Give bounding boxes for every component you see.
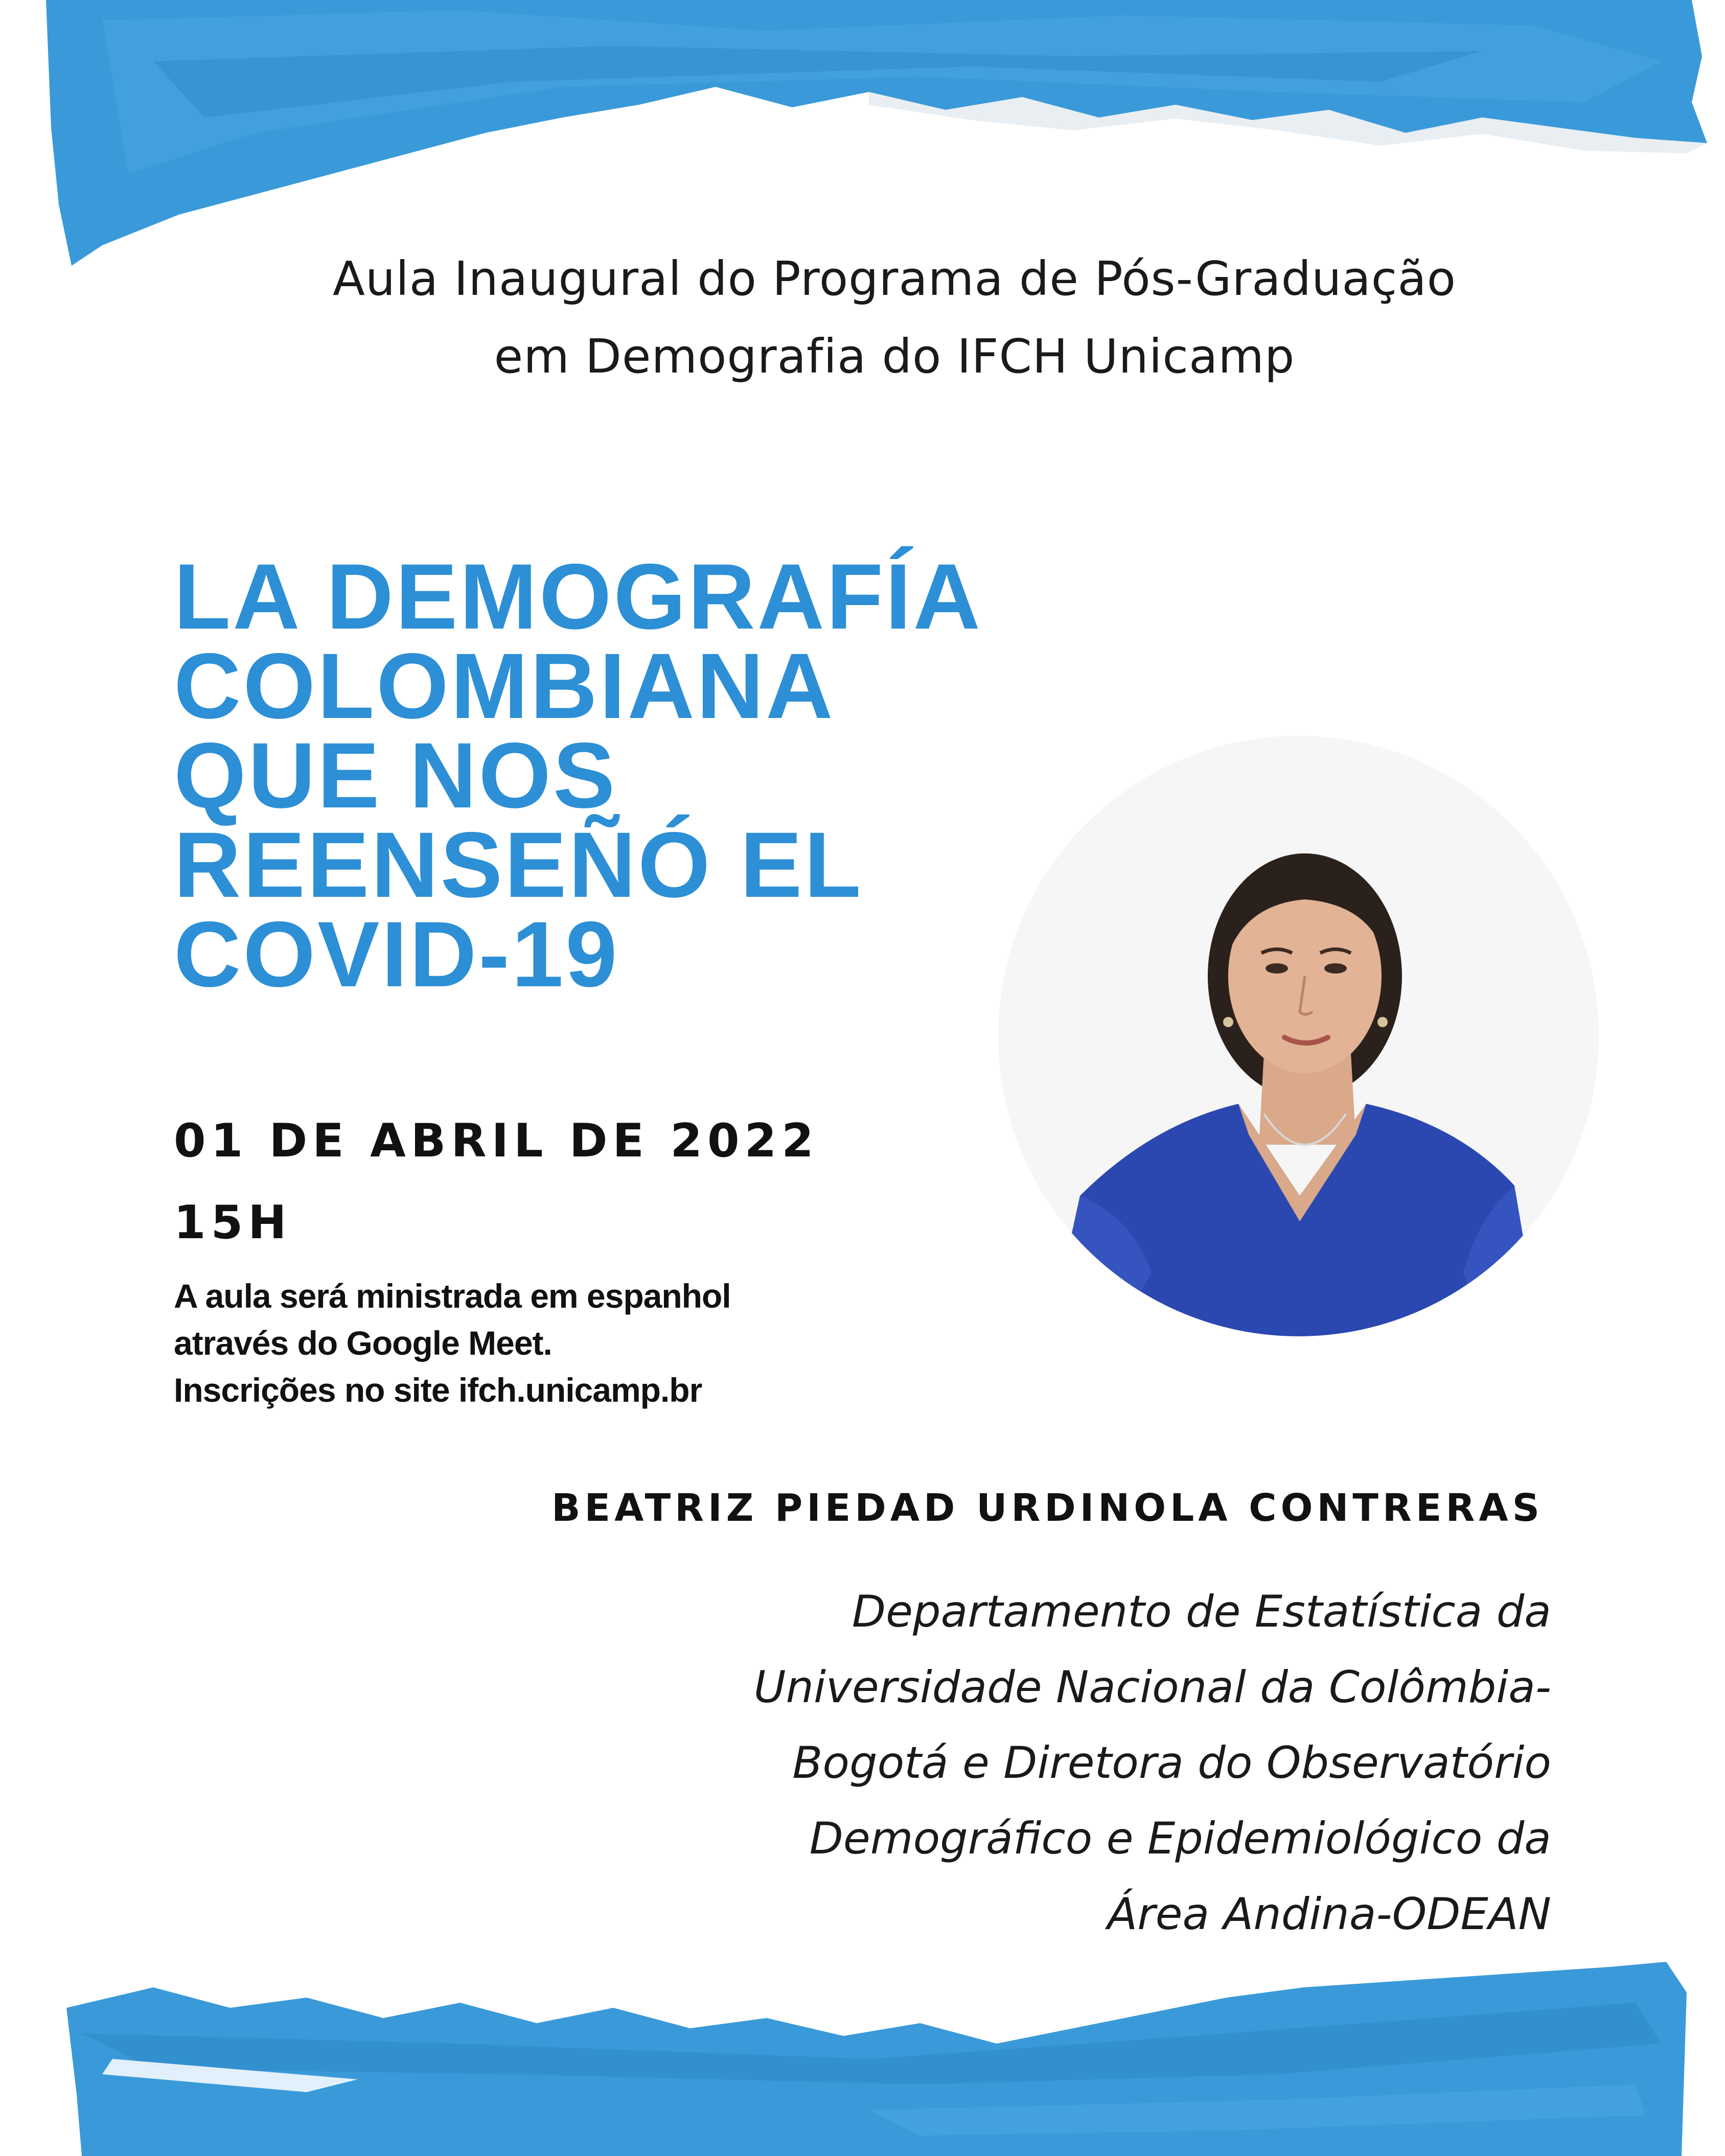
affiliation-line: Departamento de Estatística da [852,1586,1551,1637]
speaker-affiliation [754,1574,1551,1952]
subtitle-line-1: Aula Inaugural do Programa de Pós-Graduação [332,251,1457,306]
title-line: QUE NOS [174,723,617,827]
info-line: através do Google Meet. [174,1324,552,1362]
title-line: COLOMBIANA [174,634,835,738]
info-line: Inscrições no site ifch.unicamp.br [174,1371,702,1409]
event-date: 01 DE ABRIL DE 2022 [174,1114,819,1168]
event-info [174,1272,731,1413]
affiliation-line: Bogotá e Diretora do Observatório [792,1737,1551,1789]
affiliation-line: Universidade Nacional da Colômbia- [753,1662,1551,1713]
speaker-photo [998,736,1599,1336]
title-line: COVID-19 [174,902,619,1006]
title-line: LA DEMOGRAFÍA [174,544,983,648]
affiliation-line: Área Andina-ODEAN [1107,1889,1551,1940]
title-line: REENSEÑÓ EL [174,813,863,917]
affiliation-line: Demográfico e Epidemiológico da [809,1813,1551,1864]
event-subtitle [0,240,1725,396]
event-time: 15H [174,1196,292,1249]
subtitle-line-2: em Demografia do IFCH Unicamp [494,329,1295,384]
speaker-name: BEATRIZ PIEDAD URDINOLA CONTRERAS [551,1486,1544,1530]
info-line: A aula será ministrada em espanhol [174,1277,731,1315]
